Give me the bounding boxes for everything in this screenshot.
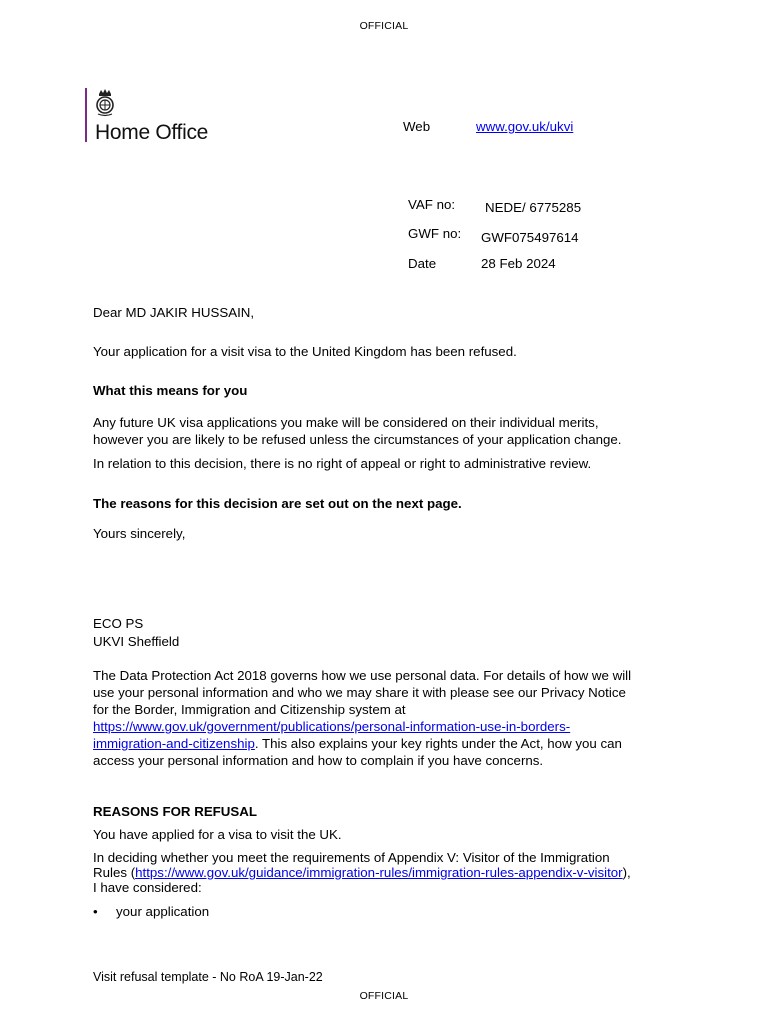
ukvi-web-link[interactable]: www.gov.uk/ukvi	[476, 119, 574, 134]
closing: Yours sincerely,	[93, 526, 186, 541]
gwf-label: GWF no:	[408, 226, 462, 241]
appeal-statement: In relation to this decision, there is no right of appeal or right to administrative review.	[93, 456, 592, 471]
web-label: Web	[403, 119, 431, 134]
reasons-next-page: The reasons for this decision are set out on the next page.	[93, 496, 462, 511]
template-note: Visit refusal template - No RoA 19-Jan-22	[93, 970, 323, 984]
applied-statement: You have applied for a visa to visit the UK.	[93, 827, 342, 842]
data-protection-line-6: access your personal information and how to complain if you have concerns.	[93, 753, 544, 768]
date-value: 28 Feb 2024	[481, 256, 556, 271]
data-protection-line-3: for the Border, Immigration and Citizenship system at	[93, 702, 406, 717]
rules-suffix: ),	[622, 865, 631, 880]
data-protection-line-5	[93, 735, 622, 752]
date-label: Date	[408, 256, 437, 271]
classification-marking-bottom: OFFICIAL	[359, 990, 409, 1002]
gwf-value: GWF075497614	[481, 230, 579, 245]
privacy-notice-link-continued[interactable]: immigration-and-citizenship	[93, 736, 255, 751]
data-protection-line-5-text: . This also explains your key rights under the Act, how you can	[254, 736, 622, 751]
deciding-line-1: In deciding whether you meet the requirements of Appendix V: Visitor of the Immigration	[93, 850, 610, 865]
vaf-value: NEDE/ 6775285	[485, 200, 582, 215]
logo-accent-bar	[85, 88, 87, 142]
meaning-heading: What this means for you	[93, 383, 248, 398]
meaning-line-2: however you are likely to be refused unless the circumstances of your application change.	[93, 432, 622, 447]
bullet-marker: •	[93, 904, 98, 919]
vaf-label: VAF no:	[408, 197, 456, 212]
reasons-heading: REASONS FOR REFUSAL	[93, 804, 258, 819]
rules-prefix: Rules (	[93, 865, 136, 880]
refusal-intro: Your application for a visit visa to the United Kingdom has been refused.	[93, 344, 517, 359]
privacy-notice-link[interactable]: https://www.gov.uk/government/publications/personal-information-use-in-borders-	[93, 719, 571, 734]
signer-name: ECO PS	[93, 616, 144, 631]
signer-office: UKVI Sheffield	[93, 634, 180, 649]
considered-statement: I have considered:	[93, 880, 202, 895]
data-protection-line-1: The Data Protection Act 2018 governs how we use personal data. For details of how we will	[93, 668, 632, 683]
home-office-logo-text: Home Office	[95, 121, 209, 144]
royal-crest-icon	[94, 87, 116, 117]
list-item: your application	[116, 904, 210, 919]
data-protection-line-2: use your personal information and who we may share it with please see our Privacy Notice	[93, 685, 626, 700]
greeting: Dear MD JAKIR HUSSAIN,	[93, 305, 255, 320]
classification-marking-top: OFFICIAL	[359, 20, 409, 32]
immigration-rules-link[interactable]: https://www.gov.uk/guidance/immigration-rules/immigration-rules-appendix-v-visitor	[135, 865, 623, 880]
meaning-line-1: Any future UK visa applications you make will be considered on their individual merits,	[93, 415, 599, 430]
